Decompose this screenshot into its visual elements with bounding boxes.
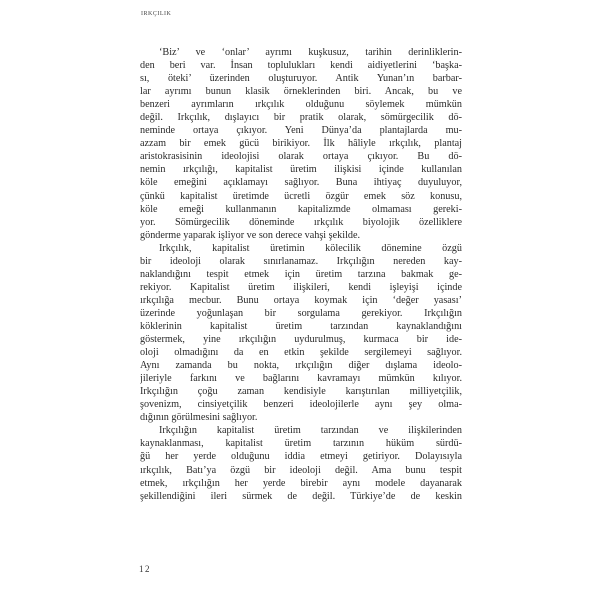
text-line: aristokrasisinin ideolojisi olarak ortaya çıkıyor. Bu dö- [140, 151, 462, 163]
text-line: kaynaklanması, kapitalist üretim tarzının hüküm sürdü- [140, 438, 462, 450]
text-line: ğü her yerde olduğunu iddia etmeyi getiriyor. Dolayısıyla [140, 451, 462, 463]
text-line: bir ideoloji olarak sınırlanamaz. Irkçılığın nereden kay- [140, 255, 462, 267]
text-line: ‘Biz’ ve ‘onlar’ ayrımı kuşkusuz, tarihin derinliklerin- [159, 47, 462, 58]
page-number: 12 [139, 564, 151, 574]
text-line: ırkçılığa mecbur. Bunu ortaya koymak için ‘değer yasası’ [140, 294, 462, 306]
text-line: etmek, ırkçılığın her yerde birebir aynı modele dayanarak [140, 477, 462, 489]
text-line: çünkü kapitalist üretimde ücretli özgür emek söz konusu, [140, 190, 462, 202]
running-head: IRKÇILIK [141, 11, 172, 17]
text-line: köle emeği kullanmanın kapitalizmde olmaması gereki- [140, 203, 462, 215]
text-line: ırkçılık, Batı’ya özgü bir ideoloji değil. Ama bunu tespit [140, 464, 462, 476]
text-line: dığının görülmesini sağlıyor. [140, 412, 258, 424]
text-line: nemin ırkçılığı, kapitalist üretim ilişkisi içinde kullanılan [140, 164, 462, 176]
text-line: sı, öteki’ üzerinden oluşturuyor. Antik Yunan’ın barbar- [140, 73, 462, 85]
text-line: köle emeğini açıklamayı sağlıyor. Buna ihtiyaç duyuluyor, [140, 177, 462, 189]
paragraph-1 [140, 46, 462, 242]
text-line: Irkçılık, kapitalist üretimin kölecilik dönemine özgü [159, 242, 462, 254]
body-text [140, 46, 462, 503]
text-line: köklerinin kapitalist üretim tarzından kaynaklandığını [140, 320, 462, 332]
text-line: benzeri ayrımların ırkçılık olduğunu söylemek mümkün [140, 99, 462, 111]
text-line: yor. Sömürgecilik döneminde ırkçılık biyolojik özelliklere [140, 216, 462, 228]
text-line: değil. Irkçılık, dışlayıcı bir pratik olarak, sömürgecilik dö- [140, 112, 462, 124]
paragraph-3 [140, 424, 462, 502]
text-line: jileriyle farkını ve bağlarını kavramayı mümkün kılıyor. [140, 373, 462, 385]
text-line: Aynı zamanda bu nokta, ırkçılığın diğer dışlama ideolo- [140, 360, 462, 372]
text-line: Irkçılığın çoğu zaman kendisiyle karıştırılan milliyetçilik, [140, 386, 462, 398]
text-line: gönderme yaparak işliyor ve son derece vahşi şekilde. [140, 229, 361, 241]
text-line: üzerinde yoğunlaşan bir sorgulama gerekiyor. Irkçılığın [140, 307, 462, 319]
text-line: naklandığını tespit etmek için üretim tarzına bakmak ge- [140, 268, 462, 280]
text-line: rekiyor. Kapitalist üretim ilişkileri, kendi işleyişi içinde [140, 281, 462, 293]
text-line: oloji olmadığını da en etkin şekilde sergilemeyi sağlıyor. [140, 347, 462, 359]
text-line: Irkçılığın kapitalist üretim tarzından ve ilişkilerinden [159, 425, 462, 437]
text-line: lar ayrımı bunun klasik örneklerinden biri. Ancak, bu ve [140, 86, 462, 98]
text-line: göstermek, yine ırkçılığın uydurulmuş, kurmaca bir ide- [140, 334, 462, 346]
text-line: den beri var. İnsan toplulukları kendi aidiyetlerini ‘başka- [140, 60, 462, 72]
text-line: neminde ortaya çıkıyor. Yeni Dünya’da plantajlarda mu- [140, 125, 462, 137]
paragraph-2 [140, 242, 462, 425]
text-line: şovenizm, cinsiyetçilik benzeri ideolojilerle aynı şey olma- [140, 399, 462, 411]
text-line: şekillendiğini ileri sürmek de değil. Türkiye’de de keskin [140, 490, 462, 502]
text-line: azzam bir emek gücü birikiyor. İlk hâliyle ırkçılık, plantaj [140, 138, 462, 150]
